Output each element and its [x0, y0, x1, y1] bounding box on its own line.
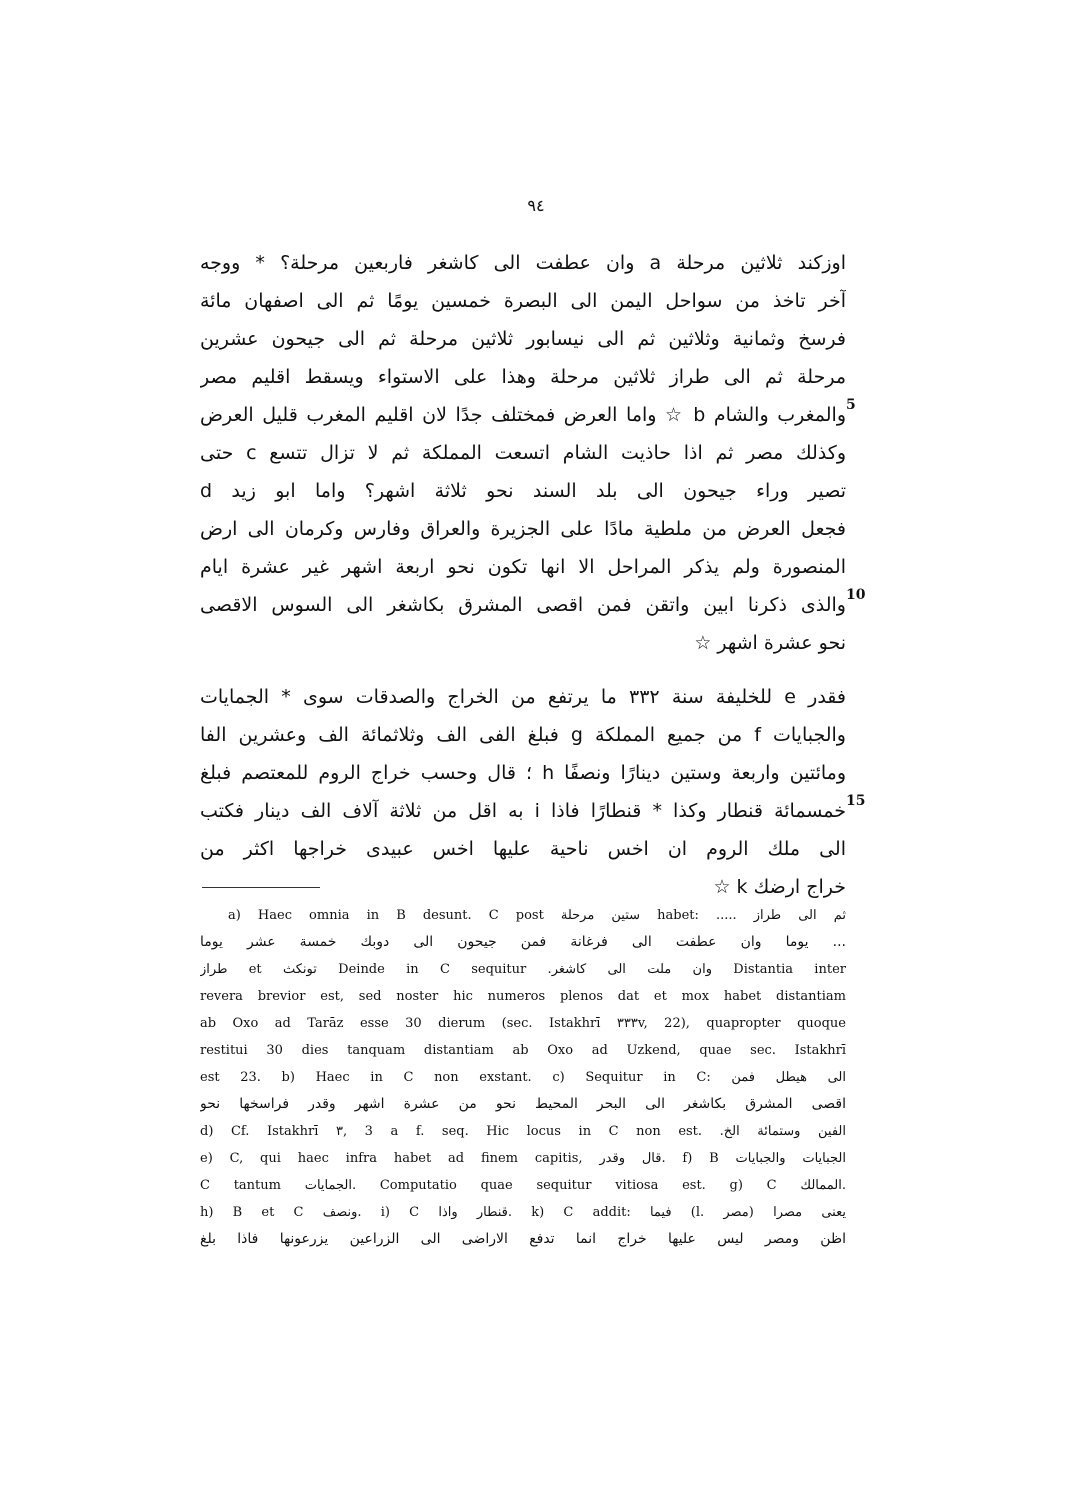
page-number: ٩٤: [527, 196, 545, 215]
text-line: الى ملك الروم ان اخس ناحية عليها اخس عبيدى خراجها اكثر من: [200, 838, 846, 860]
footnote-line: e) C, qui haec infra habet ad finem capitis, قال وقدر. f) B الجبايات والجبايات: [200, 1151, 846, 1166]
footnotes: [200, 902, 846, 1253]
footnote-line: est 23. b) Haec in C non exstant. c) Sequitur in C: الى هيطل فمن: [200, 1070, 846, 1085]
footnote-line: ab Oxo ad Tarāz esse 30 dierum (sec. Istakhrī ٣٣٣v, 22), quapropter quoque: [200, 1016, 846, 1031]
paragraph-gap: [200, 662, 846, 678]
text-line: فجعل العرض من ملطية مادًا على الجزيرة والعراق وفارس وكرمان الى ارض: [200, 518, 846, 540]
footnote-line: اظن ومصر ليس عليها خراج انما تدفع الاراضى الى الزراعين يزرعونها فاذا بلغ: [200, 1231, 846, 1247]
footnote-line: ... يوما وان عطفت الى فرغانة فمن جيحون الى دوبك خمسة عشر يوما: [200, 934, 846, 950]
footnote-rule: [202, 887, 320, 888]
text-line: والذى ذكرنا ابين واتقن فمن اقصى المشرق بكاشغر الى السوس الاقصى: [200, 594, 846, 616]
main-text: [200, 244, 846, 906]
footnote-line: h) B et C ونصف. i) C قنطار واذا. k) C addit: فيما (l. مصر) يعنى مصرا: [200, 1205, 846, 1220]
text-line: والمغرب والشام b ☆ واما العرض فمختلف جدًا لان اقليم المغرب قليل العرض: [200, 404, 846, 426]
text-line: مرحلة ثم الى طراز ثلاثين مرحلة وهذا على الاستواء ويسقط اقليم مصر: [200, 366, 846, 388]
text-line: المنصورة ولم يذكر المراحل الا انها تكون نحو اربعة اشهر غير عشرة ايام: [200, 556, 846, 578]
footnote-line: طراز et تونكث Deinde in C sequitur .وان ملت الى كاشغر Distantia inter: [200, 962, 846, 977]
text-line: فقدر e للخليفة سنة ٣٣٢ ما يرتفع من الخراج والصدقات سوى * الجمايات: [200, 686, 846, 708]
line-number: 15: [846, 793, 866, 809]
line-number: 10: [846, 587, 866, 603]
text-line: نحو عشرة اشهر ☆: [694, 632, 846, 654]
text-line: تصير وراء جيحون الى بلد السند نحو ثلاثة اشهر؟ واما ابو زيد d: [200, 480, 846, 502]
footnote-line: restitui 30 dies tanquam distantiam ab Oxo ad Uzkend, quae sec. Istakhrī: [200, 1043, 846, 1058]
text-line: خمسمائة قنطار وكذا * قنطارًا فاذا i به اقل من ثلاثة آلاف الف دينار فكتب: [200, 800, 846, 822]
text-line: والجبايات f من جميع المملكة g فبلغ الفى الف وثلاثمائة الف وعشرين الفا: [200, 724, 846, 746]
text-line: خراج ارضك k ☆: [713, 876, 846, 898]
text-line: فرسخ وثمانية وثلاثين ثم الى نيسابور ثلاثين مرحلة ثم الى جيحون عشرين: [200, 328, 846, 350]
text-line: آخر تاخذ من سواحل اليمن الى البصرة خمسين يومًا ثم الى اصفهان مائة: [200, 290, 846, 312]
footnote-line: C tantum الجمايات. Computatio quae sequitur vitiosa est. g) C الممالك.: [200, 1178, 846, 1193]
text-line: وكذلك مصر ثم اذا حاذيت الشام اتسعت المملكة ثم لا تزال تتسع c حتى: [200, 442, 846, 464]
footnote-line: a) Haec omnia in B desunt. C post ستين مرحلة habet: ..... ثم الى طراز: [228, 908, 846, 923]
footnote-line: اقصى المشرق بكاشغر الى البحر المحيط نحو من عشرة اشهر وقدر فراسخها نحو: [200, 1096, 846, 1112]
footnote-line: revera brevior est, sed noster hic numeros plenos dat et mox habet distantiam: [200, 989, 846, 1004]
text-line: اوزكند ثلاثين مرحلة a وان عطفت الى كاشغر فاربعين مرحلة؟ * ووجه: [200, 252, 846, 274]
footnote-line: d) Cf. Istakhrī ٣, 3 a f. seq. Hic locus in C non est. .الفين وستمائة الخ: [200, 1124, 846, 1139]
text-line: ومائتين واربعة وستين دينارًا ونصفًا h ؛ قال وحسب خراج الروم للمعتصم فبلغ: [200, 762, 846, 784]
line-number: 5: [846, 397, 856, 413]
